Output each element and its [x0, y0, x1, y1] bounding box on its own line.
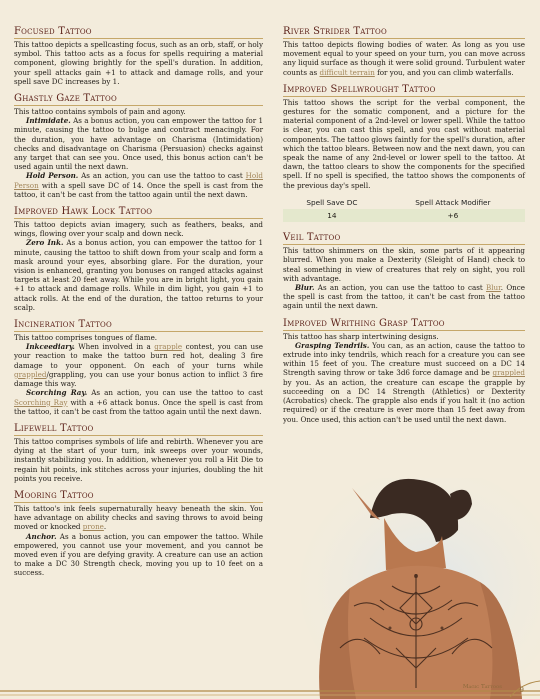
incineration-intro: This tattoo comprises tongues of flame.	[14, 333, 158, 343]
ghastly-gaze-intimidate: Intimidate. As a bonus action, you can empower the tattoo for 1 minute, causing the tattoo to bulge and contract menacingly. For the duration, you have advantage on Charisma (Intimidation) checks and disadvantage on Charisma (Persuasion) checks against any target that can see you. Once used, this bonus action can't be used again until the next dawn.	[14, 116, 263, 172]
feature-name: Zero Ink.	[26, 238, 64, 248]
table-cell-save-dc: 14	[283, 209, 381, 222]
footer-label: Magic Tattoos	[462, 684, 502, 690]
table-cell-attack-mod: +6	[381, 209, 525, 222]
link-hold-person[interactable]: Hold Person	[14, 171, 263, 190]
table-header-row	[283, 196, 525, 209]
heading-mooring-tattoo: Mooring Tattoo	[14, 490, 263, 503]
section-writhing-grasp-tattoo	[283, 318, 525, 424]
feature-name: Scorching Ray.	[26, 388, 88, 398]
spell-stats-table	[283, 196, 525, 222]
link-difficult-terrain[interactable]: difficult terrain	[319, 67, 375, 77]
section-hawk-lock-tattoo	[14, 206, 263, 312]
page-number: 9	[519, 686, 524, 694]
right-column	[283, 26, 525, 431]
section-focused-tattoo	[14, 26, 263, 86]
heading-spellwrought-tattoo: Improved Spellwrought Tattoo	[283, 84, 525, 97]
heading-veil-tattoo: Veil Tattoo	[283, 232, 525, 245]
river-strider-text: This tattoo depicts flowing bodies of water. As long as you use movement equal to your speed on your turn, you can move across any liquid surface as though it were solid ground. Turbulent water counts as difficult terrain for you, and you can climb waterfalls.	[283, 40, 525, 77]
heading-lifewell-tattoo: Lifewell Tattoo	[14, 423, 263, 436]
heading-focused-tattoo: Focused Tattoo	[14, 26, 263, 39]
lifewell-text: This tattoo comprises symbols of life and rebirth. Whenever you are dying at the start of your turn, ink sweeps over your wounds, instantly stabilizing you. In addition, whenever you roll a Hit Die to regain hit points, ink stitches across your injuries, doubling the hit points you receive.	[14, 436, 263, 483]
heading-ghastly-gaze-tattoo: Ghastly Gaze Tattoo	[14, 93, 263, 106]
heading-writhing-grasp-tattoo: Improved Writhing Grasp Tattoo	[283, 318, 525, 331]
heading-incineration-tattoo: Incineration Tattoo	[14, 319, 263, 332]
link-scorching-ray[interactable]: Scorching Ray	[14, 397, 68, 407]
feature-name: Intimidate.	[26, 116, 71, 126]
ghastly-gaze-hold-person: Hold Person. As an action, you can use the tattoo to cast Hold Person with a spell save DC of 14. Once the spell is cast from the tattoo, it can't be cast from the tattoo again until the next dawn.	[14, 171, 263, 199]
mooring-anchor: Anchor. As a bonus action, you can empower the tattoo. While empowered, you cannot use your movement, and you cannot be moved even if you are defying gravity. A creature can use an action to make a DC 30 Strength check, moving you up to 10 feet on a success.	[14, 531, 263, 578]
section-mooring-tattoo	[14, 490, 263, 578]
section-veil-tattoo	[283, 232, 525, 310]
mooring-intro: This tattoo's ink feels supernaturally heavy beneath the skin. You have advantage on ability checks and saving throws to avoid being moved or knocked prone.	[14, 503, 263, 532]
left-column	[14, 26, 263, 585]
incineration-scorching-ray: Scorching Ray. As an action, you can use the tattoo to cast Scorching Ray with a +6 attack bonus. Once the spell is cast from the tattoo, it can't be cast from the tattoo again until the next dawn.	[14, 388, 263, 416]
table-header-save-dc: Spell Save DC	[306, 197, 358, 207]
veil-blur: Blur. As an action, you can use the tattoo to cast Blur. Once the spell is cast from the tattoo, it can't be cast from the tattoo again until the next dawn.	[283, 283, 526, 311]
page-bottom-border	[0, 677, 540, 699]
section-river-strider-tattoo	[283, 26, 525, 77]
link-grappled[interactable]: grappled	[14, 369, 47, 379]
veil-intro: This tattoo shimmers on the skin, some parts of it appearing blurred. When you make a Dexterity (Sleight of Hand) check to steal something in view of creatures that rely on sight, you roll with advantage.	[283, 246, 525, 283]
link-blur[interactable]: Blur	[486, 283, 501, 293]
section-incineration-tattoo	[14, 319, 263, 416]
feature-name: Blur.	[295, 283, 315, 293]
heading-hawk-lock-tattoo: Improved Hawk Lock Tattoo	[14, 206, 263, 219]
figure-illustration	[300, 478, 540, 699]
ghastly-gaze-intro: This tattoo contains symbols of pain and agony.	[14, 107, 186, 117]
link-grappled-2[interactable]: grappled	[492, 368, 525, 378]
link-prone[interactable]: prone	[82, 522, 104, 532]
heading-river-strider-tattoo: River Strider Tattoo	[283, 26, 525, 39]
hawk-lock-zero-ink: Zero Ink. As a bonus action, you can empower the tattoo for 1 minute, causing the tattoo to shift down from your scalp and form a mask around your eyes, absorbing glare. For the duration, your vision is enhanced, granting you bonuses on ranged attacks against targets at least 20 feet away. While you are in bright light, you gain +1 to attack and damage rolls. While in dim light, you gain +1 to attack rolls. At the end of the duration, the tattoo returns to your scalp.	[14, 238, 263, 312]
writhing-grasp-intro: This tattoo has sharp intertwining designs.	[283, 331, 439, 341]
spellwrought-text: This tattoo shows the script for the verbal component, the gestures for the somatic component, and a picture for the material component of a 2nd-level or lower spell. While the tattoo is clear, you can cast this spell, and you cast without material components. The tattoo glows faintly for the spell's duration, after which the tattoo blears. Between now and the next dawn, you can speak the name of any 2nd-level or lower spell to the tattoo. At dawn, the tattoo clears to show the components for the specified spell. If no spell is specified, the tattoo shows the components of the previous day's spell.	[283, 97, 525, 190]
writhing-grasp-tendrils: Grasping Tendrils. You can, as an action, cause the tattoo to extrude into inky tendrils, which reach for a creature you can see within 15 feet of you. The creature must succeed on a DC 14 Strength saving throw or take 3d6 force damage and be grappled by you. As an action, the creature can escape the grapple by succeeding on a DC 14 Strength (Athletics) or Dexterity (Acrobatics) check. The grapple also ends if you halt it (no action required) or if the creature is ever more than 15 feet away from you. Once used, this action can't be used until the next dawn.	[283, 340, 525, 424]
table-header-attack-mod: Spell Attack Modifier	[415, 197, 491, 207]
feature-name: Grasping Tendrils.	[295, 340, 370, 350]
link-grapple[interactable]: grapple	[154, 342, 183, 352]
section-lifewell-tattoo	[14, 423, 263, 483]
hawk-lock-intro: This tattoo depicts avian imagery, such as feathers, beaks, and wings, flowing over your scalp and down neck.	[14, 220, 263, 239]
incineration-inkceediary: Inkceediary. When involved in a grapple contest, you can use your reaction to make the tattoo burn red hot, dealing 3 fire damage to your opponent. On each of your turns while grappled/grappling, you can use your bonus action to inflict 3 fire damage this way.	[14, 342, 263, 389]
focused-tattoo-text: This tattoo depicts a spellcasting focus, such as an orb, staff, or holy symbol. This tattoo acts as a focus for spells requiring a material component, glowing brightly for the spell's duration. In addition, your spell attacks gain +1 to attack and damage rolls, and your spell save DC increases by 1.	[14, 40, 263, 86]
section-spellwrought-tattoo	[283, 84, 525, 222]
feature-name: Inkceediary.	[26, 342, 75, 352]
table-row	[283, 209, 525, 222]
feature-name: Hold Person.	[26, 171, 79, 181]
tattooed-figure-artwork	[300, 478, 540, 699]
section-ghastly-gaze-tattoo	[14, 93, 263, 199]
feature-name: Anchor.	[26, 531, 57, 541]
